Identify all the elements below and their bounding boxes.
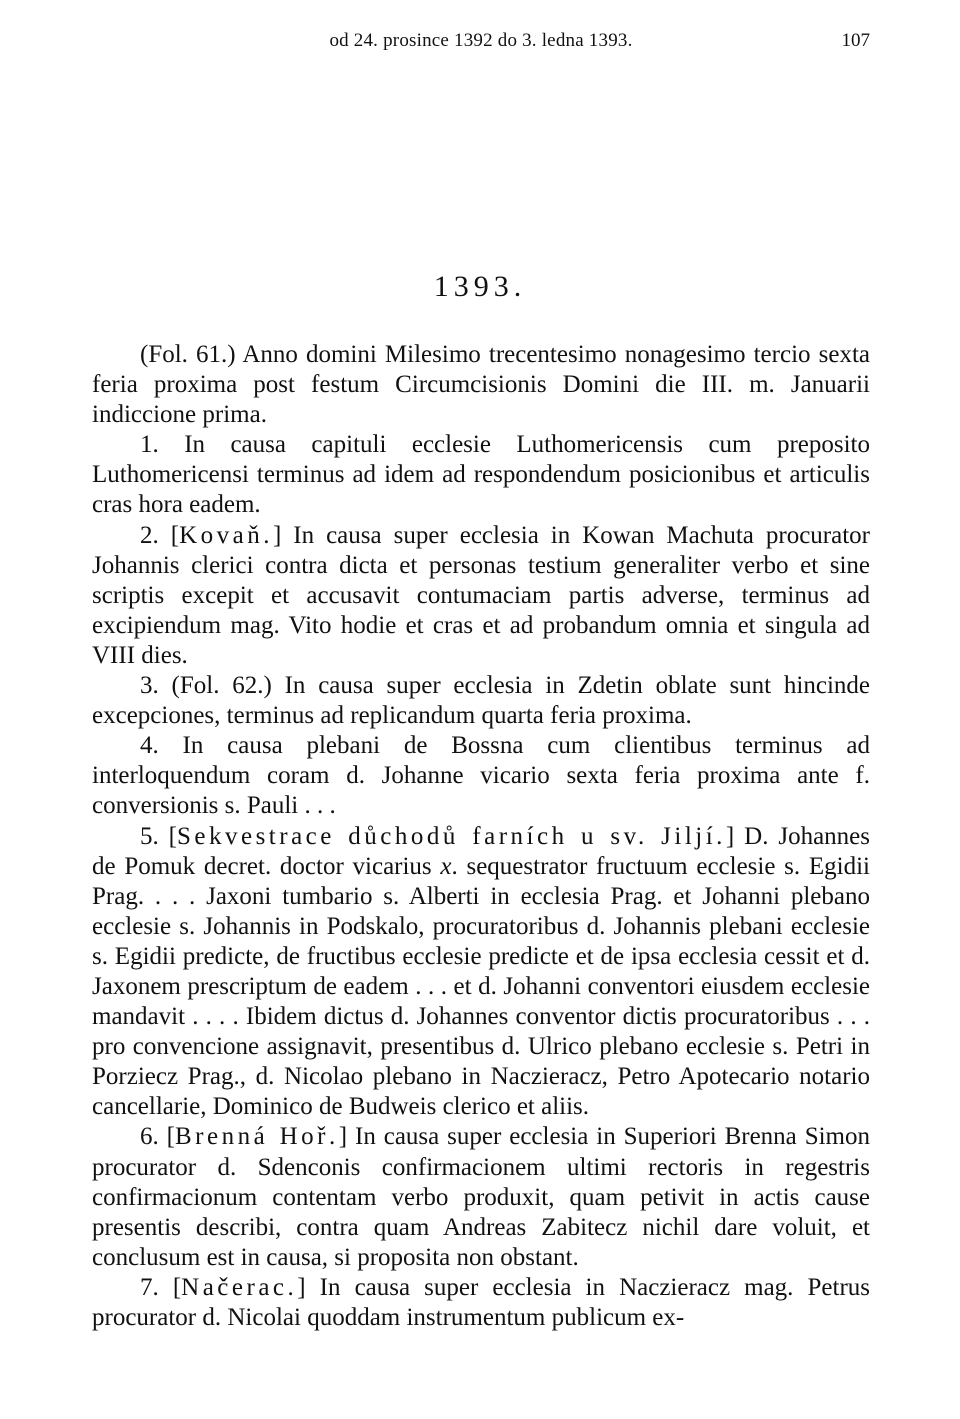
paragraph-text: 6. [ [140, 1123, 175, 1151]
paragraph [92, 731, 870, 821]
paragraph [92, 822, 870, 1123]
paragraph-text: (Fol. 61.) Anno domini Milesimo trecentesimo nonagesimo tercio sexta feria proxima post festum Circumcisionis Domini die III. m. Januarii indiccione prima. [92, 341, 870, 429]
italic-mark: x [440, 852, 452, 880]
body-text [92, 340, 870, 1333]
paragraph [92, 671, 870, 731]
paragraph-text: 4. In causa plebani de Bossna cum clientibus terminus ad interloquendum coram d. Johanne vicario sexta feria proxima ante f. conversionis s. Pauli . . . [92, 732, 870, 820]
paragraph-text: 3. (Fol. 62.) In causa super ecclesia in Zdetin oblate sunt hincinde excepciones, terminus ad replicandum quarta feria proxima. [92, 672, 870, 730]
paragraph-text: ] In causa super ecclesia in Naczieracz mag. Petrus procurator d. Nicolai quoddam instrumentum publicum ex- [92, 1273, 871, 1331]
paragraph-text: ] In causa super ecclesia in Kowan Machuta procurator Johannis clerici contra dicta et personas testium generaliter verbo et sine scriptis excepit et accusavit contumaciam partis adverse, terminus ad excipiendum mag. Vito hodie et cras et ad probandum omnia et singula ad VIII dies. [92, 521, 870, 669]
paragraph-text: ] D. Johannes de Pomuk decret. doctor vicarius [92, 822, 870, 880]
place-heading: Kovaň. [179, 521, 273, 549]
paragraph-text: 7. [ [140, 1273, 182, 1301]
place-heading: Načerac. [181, 1273, 298, 1301]
page-number: 107 [841, 30, 870, 51]
paragraph-text: . sequestrator fructuum ecclesie s. Egidii Prag. . . . Jaxoni tumbario s. Alberti in ecclesia Prag. et Johanni plebano ecclesie s. Johannis in Podskalo, procuratoribus d. Johannis plebani ecclesie s. Egidii predicte, de fructibus ecclesie predicte et de ipsa ecclesia cessit et d. Jaxonem prescriptum de eadem . . . et d. Johanni conventori eiusdem ecclesie mandavit . . . . Ibidem dictus d. Johannes conventor dictis procuratoribus . . . pro convencione assignavit, presentibus d. Ulrico plebano ecclesie s. Petri in Porziecz Prag., d. Nicolao plebano in Naczieracz, Petro Apotecario notario cancellarie, Dominico de Budweis clerico et aliis. [92, 852, 870, 1121]
running-header [92, 30, 870, 54]
paragraph [92, 1122, 870, 1272]
paragraph [92, 1273, 870, 1333]
place-heading: Sekvestrace důchodů farních u sv. Jiljí. [176, 822, 726, 850]
paragraph [92, 521, 870, 671]
place-heading: Brenná Hoř. [175, 1123, 339, 1151]
paragraph-text: ] In causa super ecclesia in Superiori Brenna Simon procurator d. Sdenconis confirmacionem ultimi rectoris in regestris confirmacionum contentam verbo produxit, quam petivit in actis cause presentis describi, contra quam Andreas Zabitecz nichil dare voluit, et conclusum est in causa, si proposita non obstant. [92, 1123, 870, 1271]
paragraph-text: 1. In causa capituli ecclesie Luthomericensis cum preposito Luthomericensi terminus ad idem ad respondendum posicionibus et articulis cras hora eadem. [92, 431, 870, 519]
year-heading: 1393. [433, 270, 527, 303]
paragraph [92, 430, 870, 520]
paragraph-text: 2. [ [140, 521, 180, 549]
running-title: od 24. prosince 1392 do 3. ledna 1393. [329, 30, 633, 51]
paragraph-text: 5. [ [140, 822, 177, 850]
paragraph [92, 340, 870, 430]
